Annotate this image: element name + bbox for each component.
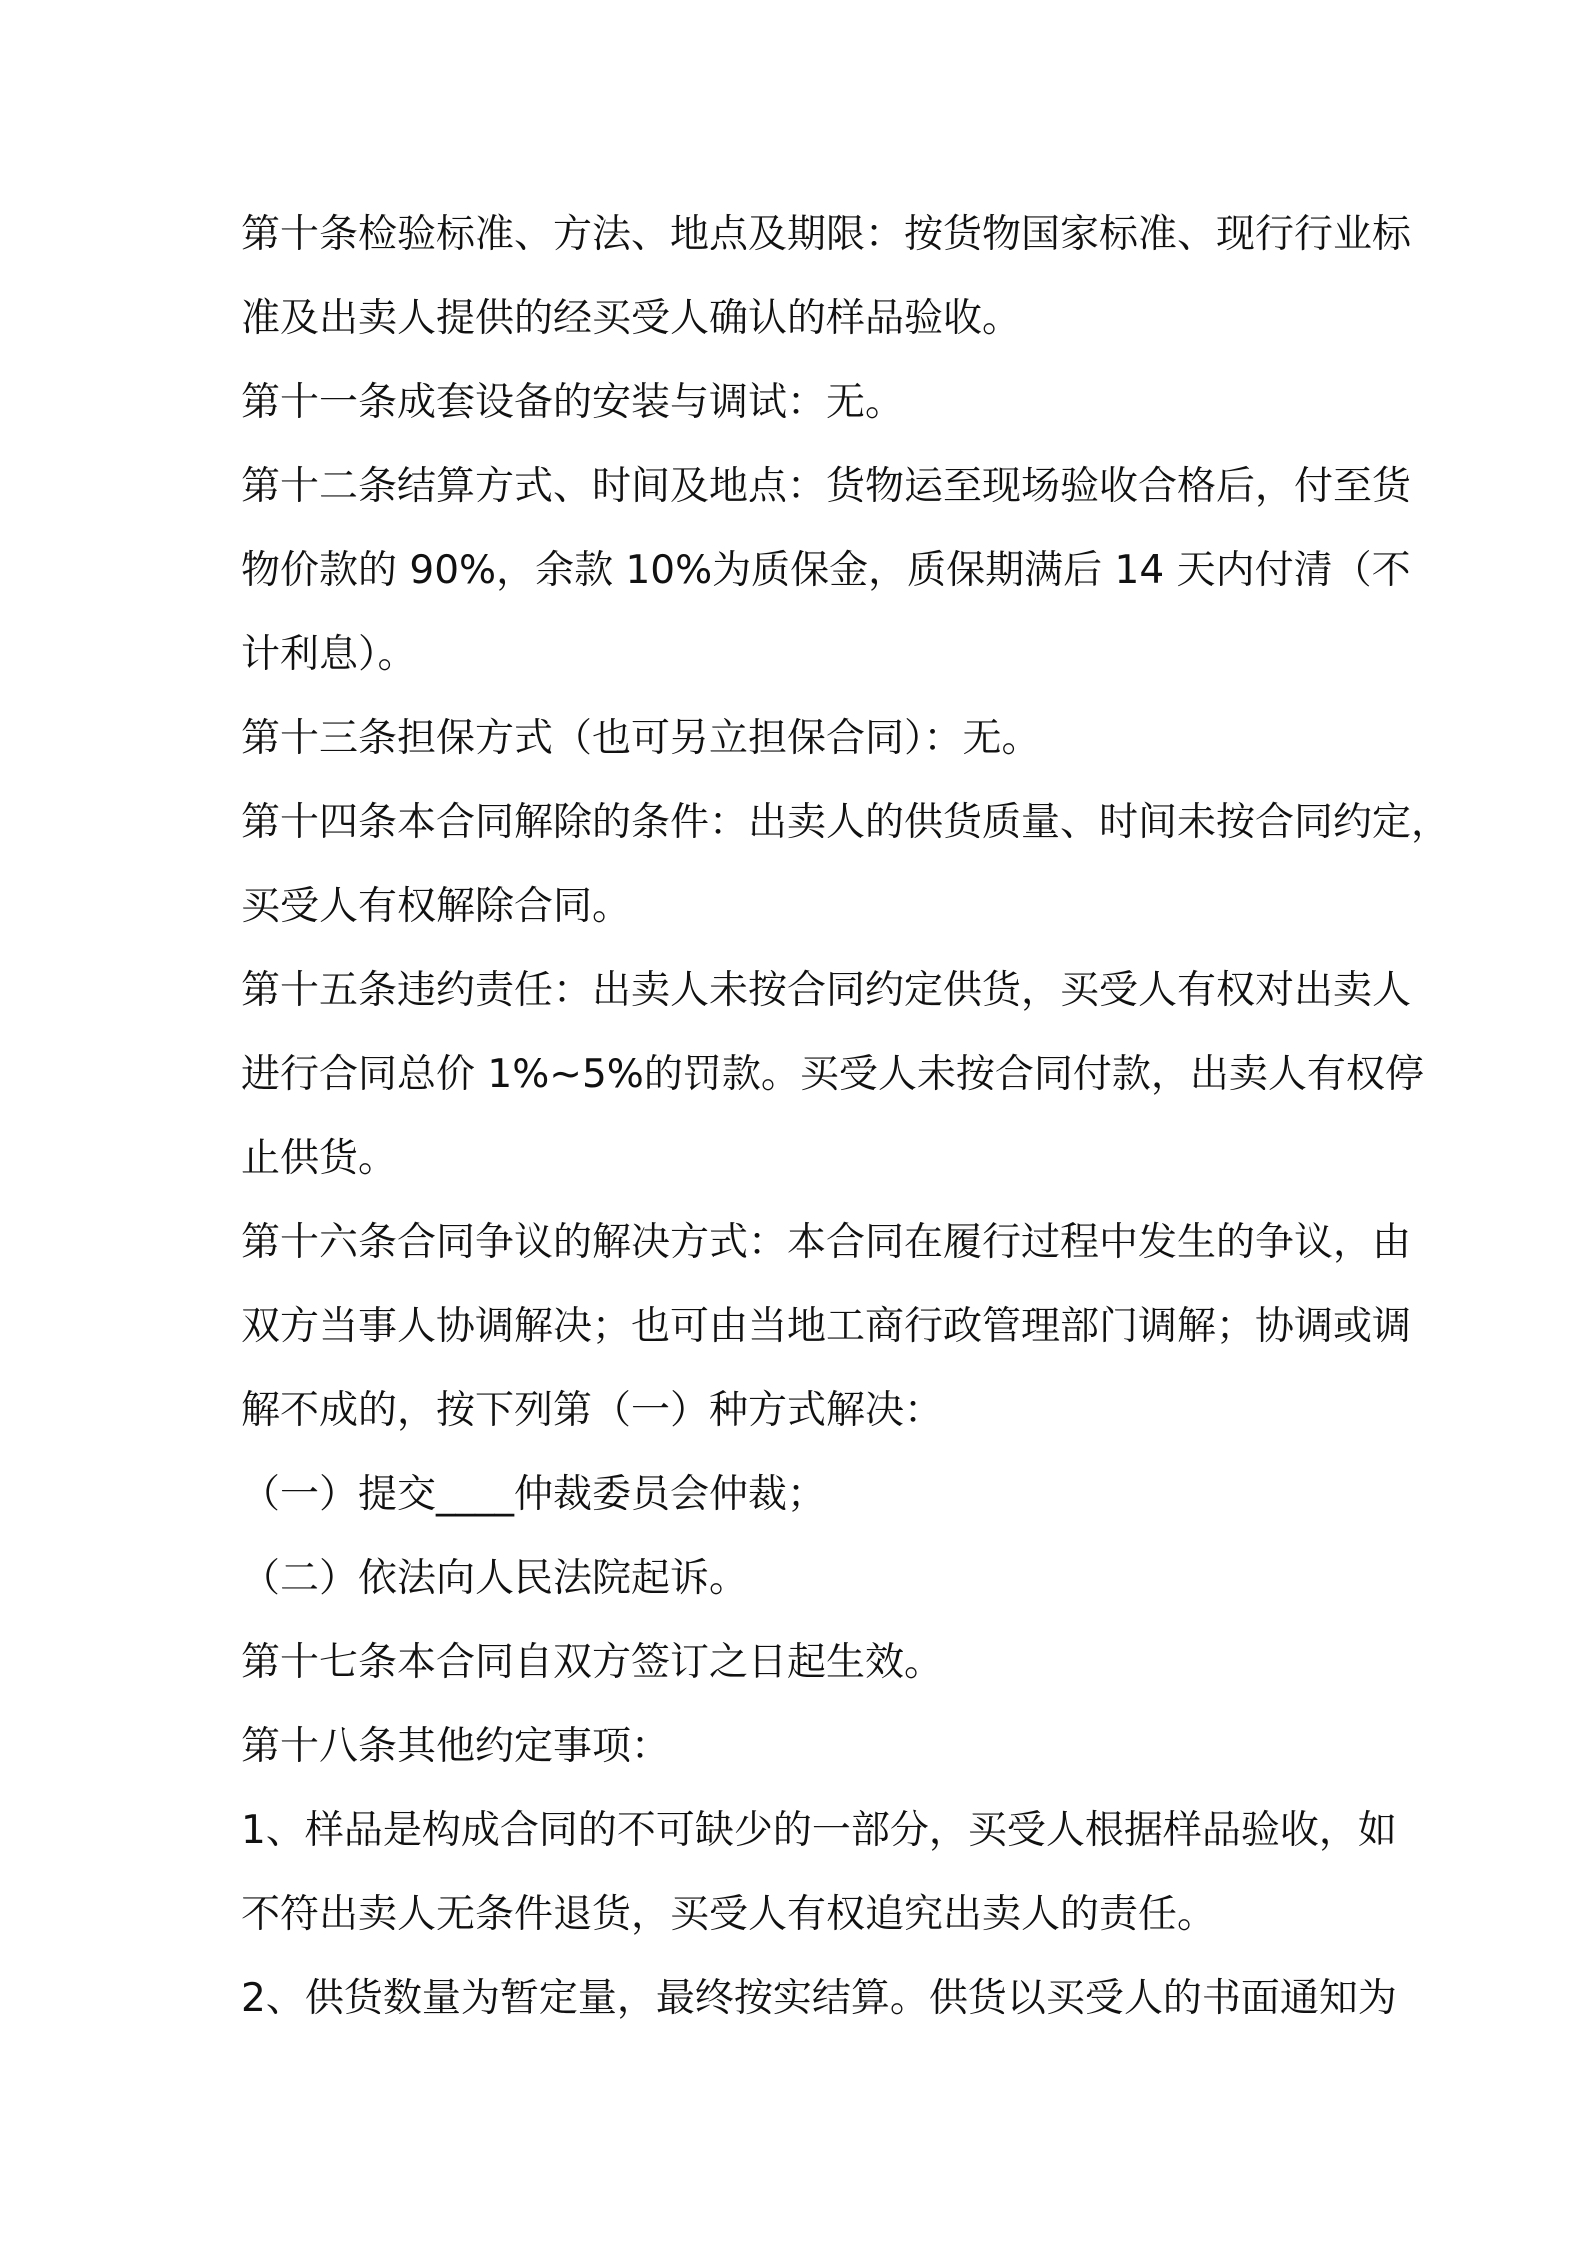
document-body: [241, 193, 1451, 2041]
article-12-line-3: 计利息）。: [241, 632, 417, 677]
article-14-line-1: 第十四条本合同解除的条件：出卖人的供货质量、时间未按合同约定，: [241, 800, 1451, 845]
article-12-line-2: 物价款的 90%，余款 10%为质保金，质保期满后 14 天内付清（不: [241, 548, 1411, 593]
article-11-line: 第十一条成套设备的安装与调试：无。: [241, 380, 905, 425]
article-16-line-2: 双方当事人协调解决；也可由当地工商行政管理部门调解；协调或调: [241, 1304, 1412, 1349]
article-12-line-1: 第十二条结算方式、时间及地点：货物运至现场验收合格后，付至货: [241, 464, 1412, 509]
article-16-option-1: （一）提交____仲裁委员会仲裁；: [241, 1472, 827, 1517]
article-10-line-1: 第十条检验标准、方法、地点及期限：按货物国家标准、现行行业标: [241, 212, 1412, 257]
article-18-item-2-line-1: 2、供货数量为暂定量，最终按实结算。供货以买受人的书面通知为: [241, 1976, 1397, 2021]
article-15-line-3: 止供货。: [241, 1136, 398, 1181]
article-15-line-1: 第十五条违约责任：出卖人未按合同约定供货，买受人有权对出卖人: [241, 968, 1412, 1013]
article-16-option-2: （二）依法向人民法院起诉。: [241, 1556, 749, 1601]
article-18-item-1-line-1: 1、样品是构成合同的不可缺少的一部分，买受人根据样品验收，如: [241, 1808, 1397, 1853]
article-18-heading: 第十八条其他约定事项：: [241, 1724, 671, 1769]
article-16-line-1: 第十六条合同争议的解决方式：本合同在履行过程中发生的争议，由: [241, 1220, 1412, 1265]
article-13-line: 第十三条担保方式（也可另立担保合同）：无。: [241, 716, 1041, 761]
article-10-line-2: 准及出卖人提供的经买受人确认的样品验收。: [241, 296, 1022, 341]
article-14-line-2: 买受人有权解除合同。: [241, 884, 632, 929]
article-15-line-2: 进行合同总价 1%~5%的罚款。买受人未按合同付款，出卖人有权停: [241, 1052, 1424, 1097]
article-16-line-3: 解不成的，按下列第（一）种方式解决：: [241, 1388, 944, 1433]
article-18-item-1-line-2: 不符出卖人无条件退货，买受人有权追究出卖人的责任。: [241, 1892, 1217, 1937]
article-17-line: 第十七条本合同自双方签订之日起生效。: [241, 1640, 944, 1685]
